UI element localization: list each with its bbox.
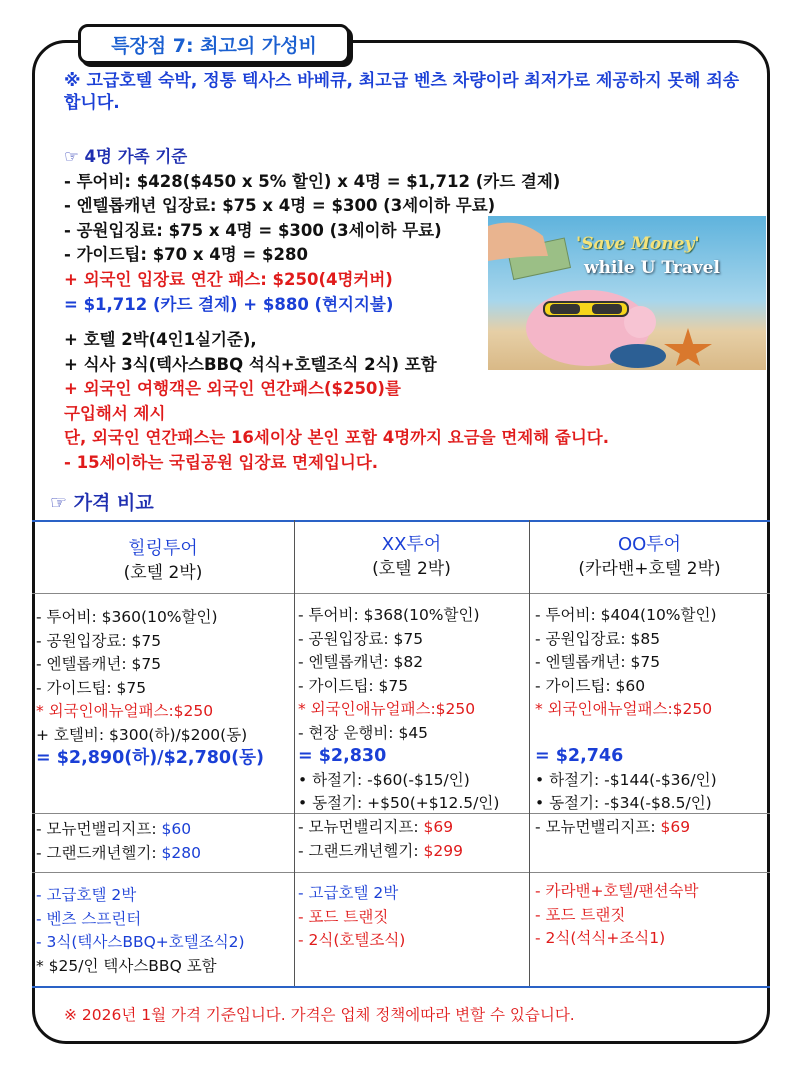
healing-features: - 고급호텔 2박 - 벤츠 스프린터 - 3식(텍사스BBQ+호텔조식2) * $25/인 텍사스BBQ 포함 <box>36 886 245 975</box>
oo-features: - 카라밴+호텔/팬션숙박 - 포드 트랜짓 - 2식(석식+조식1) <box>535 882 699 947</box>
family-section <box>64 145 560 317</box>
healing-extras: - 모뉴먼밸리지프: $60 - 그랜드캐년헬기: $280 <box>36 820 201 862</box>
oo-price-list: - 투어비: $404(10%할인) - 공원입장료: $85 - 엔텔롭캐년: $75 - 가이드팁: $60 * 외국인애뉴얼패스:$250 = $2,746 • 하절기: -$144(-$36/인) • 동절기: -$34(-$8.5/인) <box>535 606 717 812</box>
healing-total: = $2,890(하)/$2,780(동) <box>36 748 265 768</box>
oo-total: = $2,746 <box>535 746 624 766</box>
column-header-oo: OO투어 (카라밴+호텔 2박) <box>578 534 721 579</box>
column-header-xx: XX투어 (호텔 2박) <box>372 534 451 579</box>
family-total: = $1,712 (카드 결제) + $880 (현지지불) <box>64 294 394 314</box>
xx-total: = $2,830 <box>298 746 387 766</box>
column-header-healing: 힐링투어 (호텔 2박) <box>123 538 203 583</box>
promo-line-2: while U Travel <box>584 258 720 278</box>
family-line: - 엔텔롭캐년 입장료: $75 x 4명 = $300 (3세이하 무료) <box>64 196 496 216</box>
note-line: - 15세이하는 국립공원 입장료 면제입니다. <box>64 452 379 472</box>
footer-note: ※ 2026년 1월 가격 기준입니다. 가격은 업체 정책에따라 변할 수 있습니다. <box>64 1006 575 1024</box>
family-line: - 가이드팁: $70 x 4명 = $280 <box>64 245 308 265</box>
pass-line: + 외국인 입장료 연간 패스: $250(4명커버) <box>64 269 393 289</box>
healing-price-list: - 투어비: $360(10%할인) - 공원입장료: $75 - 엔텔롭캐년: $75 - 가이드팁: $75 * 외국인애뉴얼패스:$250 + 호텔비: $300(하)/$200(동) = $2,890(하)/$2,780(동) <box>36 606 264 771</box>
family-line: - 공원입징료: $75 x 4명 = $300 (3세이하 무료) <box>64 220 442 240</box>
xx-price-list: - 투어비: $368(10%할인) - 공원입장료: $75 - 엔텔롭캐년: $82 - 가이드팁: $75 * 외국인애뉴얼패스:$250 - 현장 운행비: $45 = $2,830 • 하절기: -$60(-$15/인) • 동절기: +$50(+$12.5/인) <box>298 606 500 812</box>
include-line: + 호텔 2박(4인1실기준), <box>64 330 257 349</box>
save-money-image <box>488 216 766 370</box>
oo-extras: - 모뉴먼밸리지프: $69 <box>535 818 691 836</box>
family-line: - 투어비: $428($450 x 5% 할인) x 4명 = $1,712 (카드 결제) <box>64 171 561 191</box>
note-line: 단, 외국인 연간패스는 16세이상 본인 포함 4명까지 요금을 면제해 줍니다. <box>64 428 609 448</box>
page-title: 특장점 7: 최고의 가성비 <box>78 24 350 64</box>
xx-extras: - 모뉴먼밸리지프: $69 - 그랜드캐년헬기: $299 <box>298 818 463 860</box>
include-line: + 식사 3식(텍사스BBQ 석식+호텔조식 2식) 포함 <box>64 354 437 374</box>
intro-notice: ※ 고급호텔 숙박, 정통 텍사스 바베큐, 최고급 벤츠 차량이라 최저가로 제공하지 못해 죄송합니다. <box>64 71 740 113</box>
note-line: 구입해서 제시 <box>64 403 166 423</box>
price-comparison-table <box>32 520 770 986</box>
family-heading: ☞ 4명 가족 기준 <box>64 147 188 166</box>
xx-features: - 고급호텔 2박 - 포드 트랜짓 - 2식(호텔조식) <box>298 884 406 949</box>
compare-heading: ☞ 가격 비교 <box>50 492 154 514</box>
note-line: + 외국인 여행객은 외국인 연간패스($250)를 <box>64 379 401 399</box>
promo-line-1: 'Save Money' <box>576 234 700 254</box>
